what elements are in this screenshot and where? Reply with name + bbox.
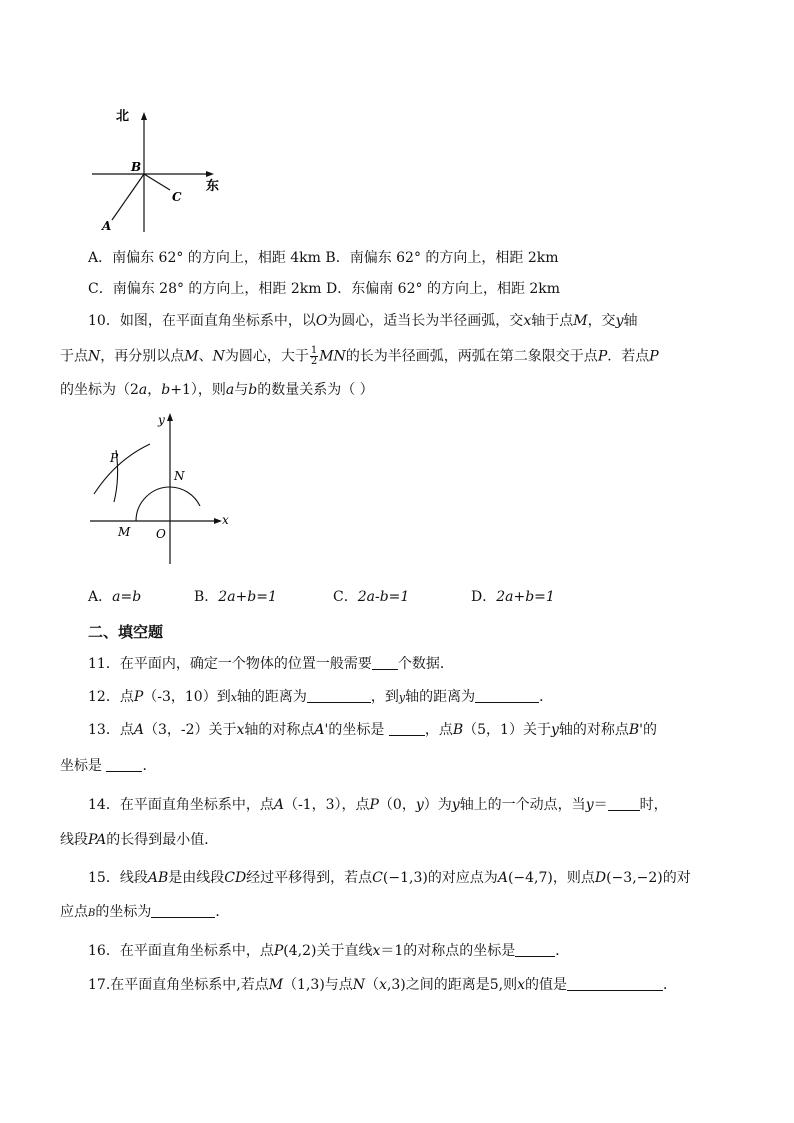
point-m-label: M <box>118 525 131 539</box>
q13-answer-blank-2[interactable] <box>106 757 142 772</box>
q13-line1: 13．点A（3，-2）关于x轴的对称点A'的坐标是 ，点B（5，1）关于y轴的对称点B'的 <box>88 722 658 738</box>
direction-figure <box>88 104 228 234</box>
north-label: 北 <box>116 109 130 124</box>
q9-option-d[interactable]: D．东偏南 62° 的方向上，相距 2km <box>326 281 561 297</box>
q14-line2: 线段PA的长得到最小值． <box>60 832 219 848</box>
y-axis-label: y <box>158 413 165 427</box>
q9-option-c[interactable]: C．南偏东 28° 的方向上，相距 2km <box>88 281 322 297</box>
q10-line3: 的坐标为（2a，b+1），则a与b的数量关系为（ ） <box>60 382 374 398</box>
y-arrowhead <box>167 413 173 421</box>
q14-answer-blank[interactable] <box>608 796 640 811</box>
q14-line1: 14．在平面直角坐标系中，点A（-1，3），点P（0，y）为y轴上的一个动点，当y＝ 时， <box>88 797 668 813</box>
q13-answer-blank-1[interactable] <box>389 721 425 736</box>
q10-option-d[interactable]: D．2a+b=1 <box>471 589 555 605</box>
q15-answer-blank[interactable] <box>151 903 215 918</box>
q10-option-b[interactable]: B．2a+b=1 <box>194 589 277 605</box>
q12-answer-blank-2[interactable] <box>475 688 539 703</box>
ray-bc <box>144 174 170 190</box>
q10-option-c[interactable]: C．2a-b=1 <box>333 589 410 605</box>
q10-option-a[interactable]: A．a=b <box>88 589 142 605</box>
arc-center-o <box>136 487 170 521</box>
q13-line2: 坐标是 ． <box>60 758 157 774</box>
one-half-fraction: $\frac{1}{2}$ <box>310 345 318 367</box>
east-label: 东 <box>206 179 220 194</box>
point-a-label: A <box>102 219 112 233</box>
q16: 16．在平面直角坐标系中，点P(4,2)关于直线x＝1的对称点的坐标是 ． <box>88 943 570 959</box>
q9-option-a[interactable]: A．南偏东 62° 的方向上，相距 4km <box>88 250 321 266</box>
q12: 12．点P（-3，10）到x轴的距离为 ，到y轴的距离为 ． <box>88 689 554 705</box>
q10-line2: 于点N，再分别以点M、N为圆心，大于 $\frac{1}{2}$ MN的长为半径画弧，两弧在第二象限交于点P．若点P <box>60 345 659 367</box>
q15-line1: 15．线段AB是由线段CD经过平移得到，若点C(−1,3)的对应点为A(−4,7)，则点D(−3,−2)的对 <box>88 870 691 886</box>
north-arrowhead <box>141 112 147 120</box>
q11: 11．在平面内，确定一个物体的位置一般需要 个数据． <box>88 656 454 672</box>
point-b-label: B <box>131 160 142 174</box>
x-axis-label: x <box>222 513 229 527</box>
q9-options-row2 <box>88 279 560 299</box>
q15-line2: 应点B的坐标为 ． <box>60 904 230 920</box>
ray-ba <box>112 174 144 220</box>
point-c-label: C <box>172 190 182 204</box>
q9-option-b[interactable]: B．南偏东 62° 的方向上，相距 2km <box>325 250 559 266</box>
q17: 17.在平面直角坐标系中,若点M（1,3)与点N（x,3)之间的距离是5,则x的值是 ． <box>88 977 678 993</box>
point-n-label: N <box>174 469 185 483</box>
q17-answer-blank[interactable] <box>567 976 663 991</box>
point-p-label: P <box>110 451 119 465</box>
east-arrowhead <box>206 171 214 177</box>
q10-line1: 10．如图，在平面直角坐标系中，以O为圆心，适当长为半径画弧，交x轴于点M，交y轴 <box>88 313 638 329</box>
q9-options-row1 <box>88 248 559 268</box>
construction-figure <box>86 410 236 566</box>
origin-label: O <box>156 527 166 541</box>
section-title: 二、填空题 <box>88 623 164 641</box>
x-arrowhead <box>214 518 222 524</box>
q11-answer-blank[interactable] <box>372 655 398 670</box>
q16-answer-blank[interactable] <box>515 942 555 957</box>
arc-center-o-ext <box>170 487 200 506</box>
q12-answer-blank-1[interactable] <box>307 688 371 703</box>
arc-from-n <box>94 444 150 494</box>
